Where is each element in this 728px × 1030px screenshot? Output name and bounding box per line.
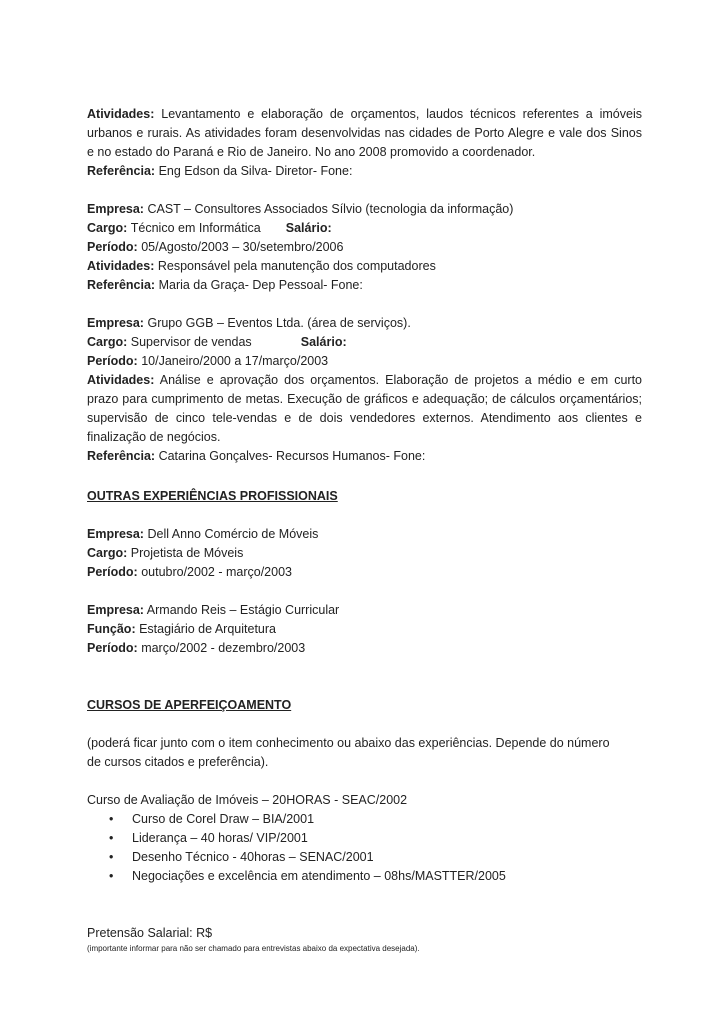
cargo-line: [87, 544, 642, 563]
periodo-value: outubro/2002 - março/2003: [141, 565, 292, 579]
bullet-icon: •: [109, 831, 114, 845]
periodo-line: [87, 352, 642, 371]
bullet-icon: •: [109, 850, 114, 864]
empresa-line: [87, 601, 642, 620]
referencia-line: [87, 447, 642, 466]
cargo-line: [87, 333, 642, 352]
course-text: Liderança – 40 horas/ VIP/2001: [132, 831, 308, 845]
atividades-line-3: e no estado do Paraná e Rio de Janeiro. No ano 2008 promovido a coordenador.: [87, 145, 536, 159]
atividades-line-2: prazo para cumprimento de metas. Execução de gráficos e adequação; de cálculos orçamentários;: [87, 392, 642, 406]
cargo-value: Supervisor de vendas: [130, 335, 252, 349]
atividades-label: Atividades:: [87, 259, 155, 273]
referencia-label: Referência:: [87, 164, 156, 178]
cargo-value: Técnico em Informática: [130, 221, 261, 235]
periodo-line: [87, 639, 642, 658]
referencia-line: [87, 276, 642, 295]
atividades-label: Atividades:: [87, 373, 155, 387]
periodo-value: 10/Janeiro/2000 a 17/março/2003: [141, 354, 329, 368]
course-text: Negociações e excelência em atendimento – 08hs/MASTTER/2005: [132, 869, 506, 883]
referencia-value: Catarina Gonçalves- Recursos Humanos- Fone:: [158, 449, 426, 463]
referencia-label: Referência:: [87, 278, 156, 292]
empresa-label: Empresa:: [87, 316, 144, 330]
empresa-line: [87, 200, 642, 219]
cargo-label: Cargo:: [87, 546, 128, 560]
course-item: Curso de Avaliação de Imóveis – 20HORAS - SEAC/2002: [87, 793, 408, 807]
atividades-line-1: [87, 105, 642, 124]
empresa-value: Grupo GGB – Eventos Ltda. (área de serviços).: [147, 316, 411, 330]
cursos-note-line-1: (poderá ficar junto com o item conhecimento ou abaixo das experiências. Depende do número: [87, 736, 610, 750]
atividades-label: Atividades:: [87, 107, 155, 121]
atividades-line-4: finalização de negócios.: [87, 430, 221, 444]
bullet-icon: •: [109, 869, 114, 883]
document-page: [87, 105, 642, 954]
pretensao-salarial: Pretensão Salarial: R$: [87, 926, 213, 940]
section-heading-outras: OUTRAS EXPERIÊNCIAS PROFISSIONAIS: [87, 489, 338, 503]
atividades-line-1: [87, 371, 642, 390]
funcao-value: Estagiário de Arquitetura: [139, 622, 276, 636]
cargo-label: Cargo:: [87, 335, 128, 349]
periodo-label: Período:: [87, 641, 138, 655]
referencia-value: Eng Edson da Silva- Diretor- Fone:: [158, 164, 353, 178]
periodo-label: Período:: [87, 565, 138, 579]
course-list-item: [87, 829, 642, 848]
empresa-value: CAST – Consultores Associados Sílvio (tecnologia da informação): [147, 202, 514, 216]
referencia-label: Referência:: [87, 449, 156, 463]
empresa-label: Empresa:: [87, 202, 144, 216]
empresa-value: Dell Anno Comércio de Móveis: [147, 527, 319, 541]
atividades-line: [87, 257, 642, 276]
periodo-label: Período:: [87, 240, 138, 254]
empresa-line: [87, 525, 642, 544]
periodo-value: março/2002 - dezembro/2003: [141, 641, 306, 655]
course-text: Desenho Técnico - 40horas – SENAC/2001: [132, 850, 374, 864]
cursos-note-line-2: de cursos citados e preferência).: [87, 755, 269, 769]
empresa-label: Empresa:: [87, 603, 144, 617]
cargo-line: [87, 219, 642, 238]
atividades-text: Análise e aprovação dos orçamentos. Elaboração de projetos a médio e em curto: [159, 373, 642, 387]
bullet-icon: •: [109, 812, 114, 826]
atividades-value: Responsável pela manutenção dos computadores: [157, 259, 436, 273]
salario-label: Salário:: [300, 335, 347, 349]
atividades-line-3: supervisão de cinco tele-vendas e de dois vendedores externos. Atendimento aos clientes e: [87, 411, 642, 425]
funcao-label: Função:: [87, 622, 136, 636]
empresa-value: Armando Reis – Estágio Curricular: [146, 603, 340, 617]
atividades-line-2: urbanos e rurais. As atividades foram desenvolvidas nas cidades de Porto Alegre e vale dos Sinos: [87, 126, 642, 140]
course-list: [87, 810, 642, 886]
course-text: Curso de Corel Draw – BIA/2001: [132, 812, 315, 826]
referencia-line: [87, 162, 642, 181]
course-list-item: [87, 848, 642, 867]
cargo-value: Projetista de Móveis: [130, 546, 244, 560]
empresa-line: [87, 314, 642, 333]
periodo-line: [87, 238, 642, 257]
empresa-label: Empresa:: [87, 527, 144, 541]
cargo-label: Cargo:: [87, 221, 128, 235]
course-list-item: [87, 867, 642, 886]
periodo-value: 05/Agosto/2003 – 30/setembro/2006: [141, 240, 344, 254]
course-list-item: [87, 810, 642, 829]
funcao-line: [87, 620, 642, 639]
referencia-value: Maria da Graça- Dep Pessoal- Fone:: [158, 278, 363, 292]
periodo-label: Período:: [87, 354, 138, 368]
section-heading-cursos: CURSOS DE APERFEIÇOAMENTO: [87, 698, 292, 712]
atividades-text: Levantamento e elaboração de orçamentos, laudos técnicos referentes a imóveis: [161, 107, 642, 121]
periodo-line: [87, 563, 642, 582]
pretensao-note: (importante informar para não ser chamado para entrevistas abaixo da expectativa desejada).: [87, 944, 420, 953]
salario-label: Salário:: [285, 221, 332, 235]
